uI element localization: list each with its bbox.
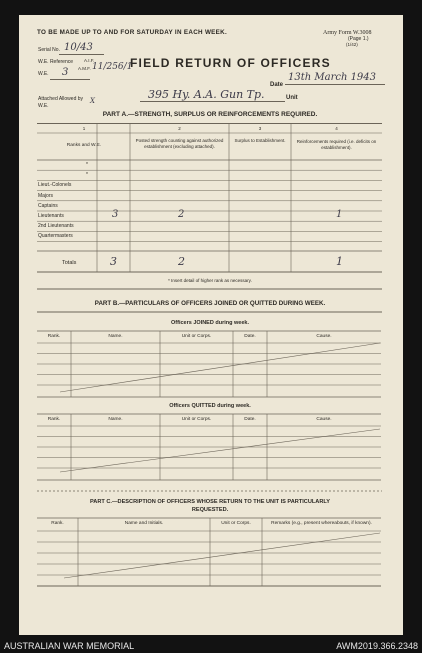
quitted-col-4: Cause. xyxy=(316,417,332,422)
rank-label: Lieutenants xyxy=(38,213,64,219)
part-a-footnote: * Insert detail of higher rank as necessary. xyxy=(168,278,252,283)
date-value: 13th March 1943 xyxy=(288,72,377,83)
quitted-col-1: Name. xyxy=(108,417,123,422)
partc-col-3: Remarks (e.g., present whereabouts, if known). xyxy=(271,521,372,526)
joined-col-3: Date. xyxy=(244,334,256,339)
col-number-2: 2 xyxy=(178,126,181,131)
header-reinforcements: Reinforcements required (i.e. deficits on establishment). xyxy=(296,139,377,150)
date-label: Date xyxy=(270,82,284,88)
quitted-col-2: Unit or Corps. xyxy=(181,417,212,422)
partc-col-1: Name and Initials. xyxy=(124,521,164,526)
form-title: FIELD RETURN OF OFFICERS xyxy=(130,56,331,70)
totals-strength: 2 xyxy=(178,255,185,268)
col-number-1: 1 xyxy=(82,126,86,131)
part-c-heading-line1: PART C.—DESCRIPTION OF OFFICERS WHOSE RETURN TO THE UNIT IS PARTICULARLY xyxy=(89,499,331,505)
joined-col-0: Rank. xyxy=(47,334,61,339)
amf-value: 11/256/1 xyxy=(92,62,133,72)
footer-caption-left: AUSTRALIAN WAR MEMORIAL xyxy=(4,641,135,651)
joined-col-2: Unit or Corps. xyxy=(181,334,212,339)
totals-we: 3 xyxy=(110,255,117,268)
rank-label: Quartermasters xyxy=(38,233,73,240)
quitted-heading: Officers QUITTED during week. xyxy=(169,403,251,409)
part-a-heading: PART A.—STRENGTH, SURPLUS OR REINFORCEMENTS REQUIRED. xyxy=(102,111,318,118)
header-ranks: Ranks and W.E. xyxy=(66,143,102,148)
joined-heading: Officers JOINED during week. xyxy=(171,320,249,326)
partc-col-0: Rank. xyxy=(51,521,64,526)
totals-label: Totals xyxy=(62,260,77,266)
serial-label: Serial No. xyxy=(38,47,60,53)
unit-label: Unit xyxy=(286,95,298,101)
joined-col-1: Name. xyxy=(108,334,123,339)
header-strength: Posted strength counting against authorized establishment (excluding attached). xyxy=(135,138,224,149)
rank-label: Majors xyxy=(38,192,54,199)
partc-col-2: Unit or Corps. xyxy=(221,521,251,526)
totals-reinforcements: 1 xyxy=(336,255,343,268)
col-number-3: 3 xyxy=(258,126,262,131)
partc-cancel-line xyxy=(64,533,380,578)
row-strength-value: 2 xyxy=(178,209,185,220)
part-c-heading-line2: REQUESTED. xyxy=(191,507,229,513)
quitted-col-0: Rank. xyxy=(47,417,61,422)
form-number: Army Form W.3008 xyxy=(323,30,372,36)
rank-label: 2nd Lieutenants xyxy=(38,223,74,230)
row-reinforcements-value: 1 xyxy=(336,209,343,220)
form-print-code: (1/42) xyxy=(346,42,358,47)
col-number-4: 4 xyxy=(335,126,338,131)
rank-label: Captains xyxy=(38,202,58,209)
aif-label: A.I.F. xyxy=(84,58,95,63)
rank-asterisk: * xyxy=(86,162,88,168)
joined-col-4: Cause. xyxy=(316,334,332,339)
unit-value: 395 Hy. A.A. Gun Tp. xyxy=(148,88,265,101)
top-instruction: TO BE MADE UP TO AND FOR SATURDAY IN EACH WEEK. xyxy=(37,29,228,36)
quitted-col-3: Date. xyxy=(244,417,256,422)
attached-value: X xyxy=(90,97,95,105)
form-page: (Page 1.) xyxy=(348,36,369,42)
rank-label: Lieut.-Colonels xyxy=(38,182,72,189)
amf-label: A.M.F. xyxy=(78,66,91,71)
quitted-cancel-line xyxy=(60,429,380,472)
rank-asterisk: * xyxy=(86,172,88,179)
we-value: 3 xyxy=(62,67,69,78)
joined-cancel-line xyxy=(60,343,380,392)
row-we-value: 3 xyxy=(112,209,119,220)
header-surplus: Surplus to Establishment. xyxy=(234,138,286,143)
we-reference-label: W.E. Reference xyxy=(38,59,74,65)
footer-caption-right: AWM2019.366.2348 xyxy=(336,641,418,651)
serial-value: 10/43 xyxy=(64,42,93,53)
part-b-heading: PART B.—PARTICULARS OF OFFICERS JOINED OR QUITTED DURING WEEK. xyxy=(94,300,326,307)
we-label: W.E. xyxy=(38,71,49,77)
attached-label: Attached Allowed by W.E. xyxy=(38,96,84,109)
